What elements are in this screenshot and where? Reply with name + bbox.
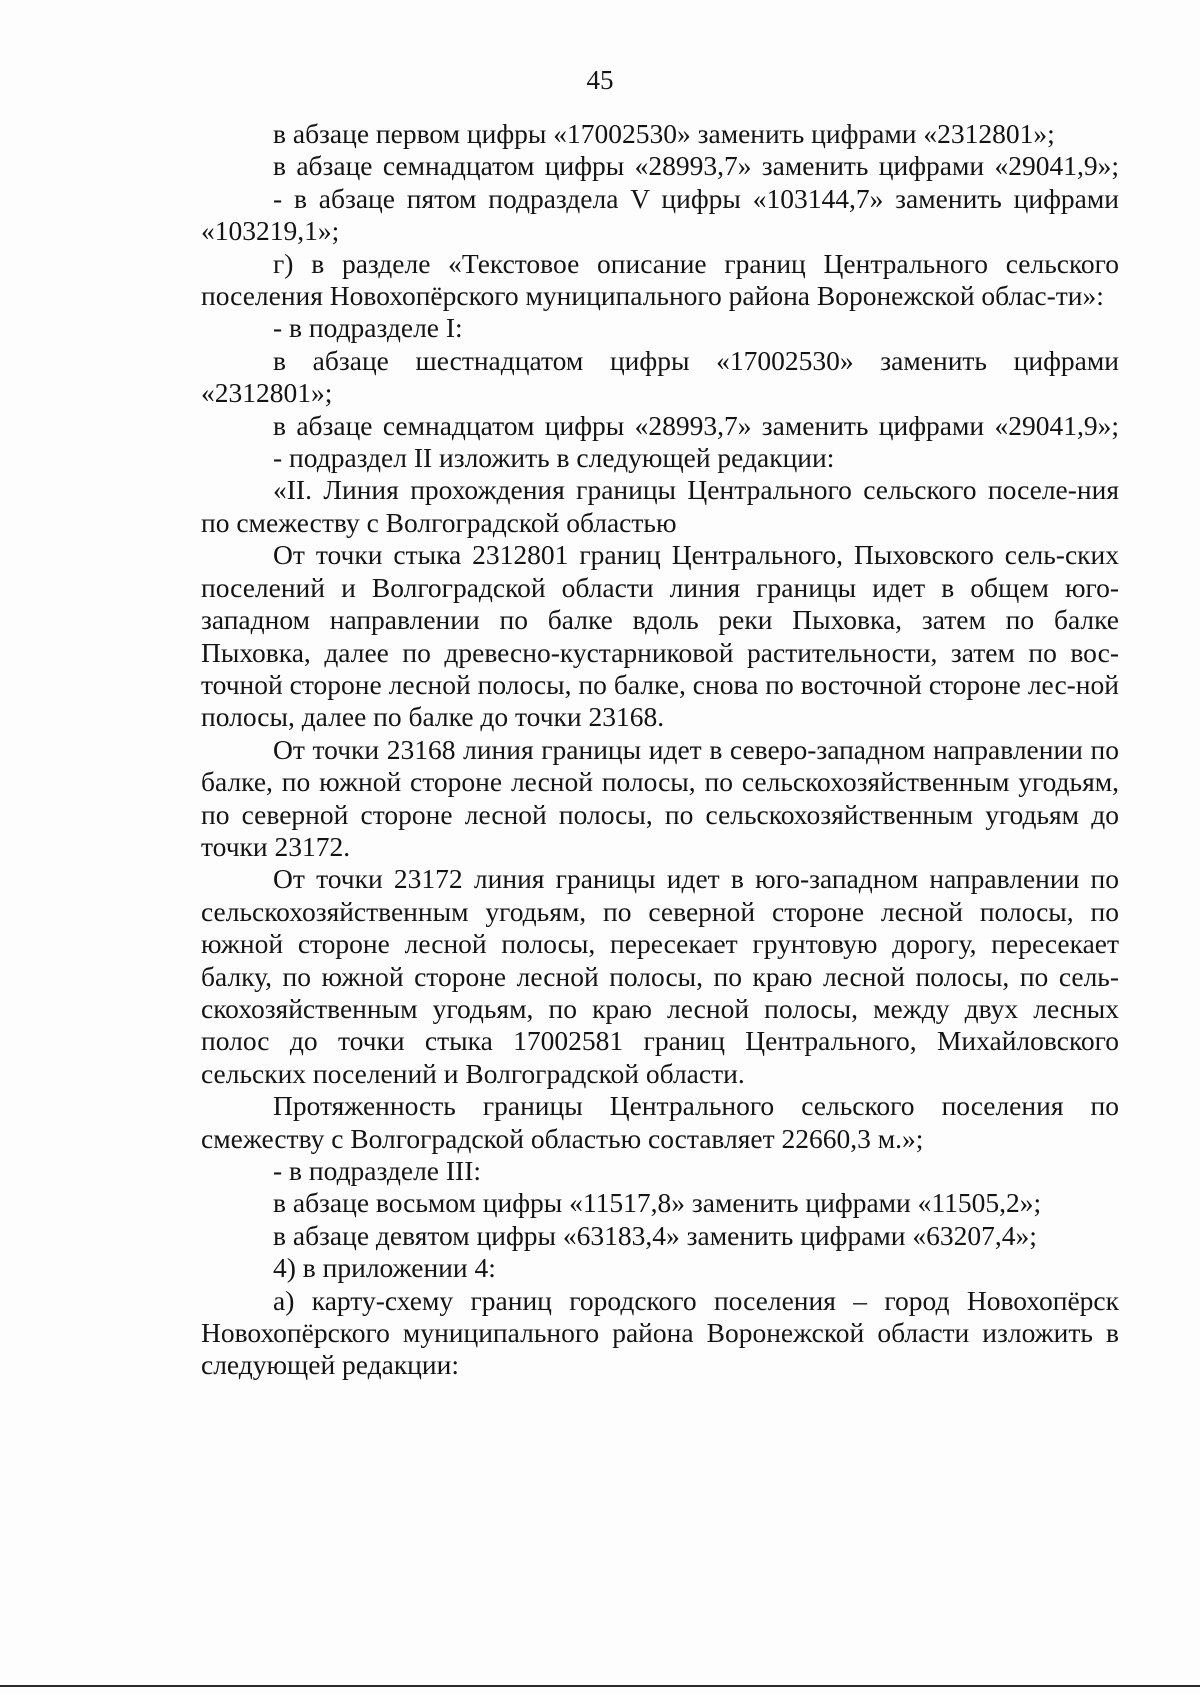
- paragraph: в абзаце восьмом цифры «11517,8» заменить цифрами «11505,2»;: [273, 1187, 1042, 1219]
- paragraph: в абзаце шестнадцатом цифры «17002530» заменить цифрами «2312801»;: [201, 344, 1119, 409]
- paragraph: в абзаце семнадцатом цифры «28993,7» заменить цифрами «29041,9»;: [273, 150, 1119, 182]
- paragraph: г) в разделе «Текстовое описание границ Центрального сельского поселения Новохопёрского муниципального района Воронежской облас-ти»:: [201, 247, 1119, 312]
- paragraph: От точки 23168 линия границы идет в северо-западном направлении по балке, по южной стороне лесной полосы, по сельскохозяйственным угодьям, по северной стороне лесной полосы, по сельскохозяйственным угодьям до точки 23172.: [201, 733, 1119, 862]
- paragraph: 4) в приложении 4:: [273, 1252, 496, 1284]
- paragraph: - в абзаце пятом подраздела V цифры «103144,7» заменить цифрами «103219,1»;: [201, 182, 1119, 247]
- page-number: 45: [586, 65, 614, 95]
- paragraph: а) карту-схему границ городского поселения – город Новохопёрск Новохопёрского муниципального района Воронежской области изложить в следующей редакции:: [201, 1284, 1119, 1381]
- paragraph: в абзаце первом цифры «17002530» заменить цифрами «2312801»;: [273, 118, 1055, 149]
- paragraph: в абзаце семнадцатом цифры «28993,7» заменить цифрами «29041,9»;: [273, 409, 1119, 441]
- bottom-rule: [0, 1685, 1200, 1687]
- paragraph: От точки 23172 линия границы идет в юго-западном направлении по сельскохозяйственным угодьям, по северной стороне лесной полосы, по южной стороне лесной полосы, пересекает грунтовую дорогу, пересекает балку, по южной стороне лесной полосы, по краю лесной полосы, по сель-скохозяйственным угодьям, по краю лесной полосы, между двух лесных полос до точки стыка 17002581 границ Центрального, Михайловского сельских поселений и Волгоградской области.: [201, 863, 1119, 1089]
- paragraph: От точки стыка 2312801 границ Центрального, Пыховского сель-ских поселений и Волгоградской области линия границы идет в общем юго-западном направлении по балке вдоль реки Пыховка, затем по балке Пыховка, далее по древесно-кустарниковой растительности, затем по вос-точной стороне лесной полосы, по балке, снова по восточной стороне лес-ной полосы, далее по балке до точки 23168.: [201, 539, 1119, 733]
- paragraph: Протяженность границы Центрального сельского поселения по смежеству с Волгоградской областью составляет 22660,3 м.»;: [201, 1090, 1119, 1154]
- paragraph: в абзаце девятом цифры «63183,4» заменить цифрами «63207,4»;: [273, 1219, 1037, 1251]
- paragraph: - в подразделе III:: [273, 1155, 481, 1186]
- paragraph: - подраздел II изложить в следующей редакции:: [273, 442, 835, 474]
- paragraph: - в подразделе I:: [273, 312, 463, 344]
- paragraph: «II. Линия прохождения границы Центрального сельского поселе-ния по смежеству с Волгоградской областью: [201, 474, 1119, 538]
- document-body: [201, 118, 1119, 1382]
